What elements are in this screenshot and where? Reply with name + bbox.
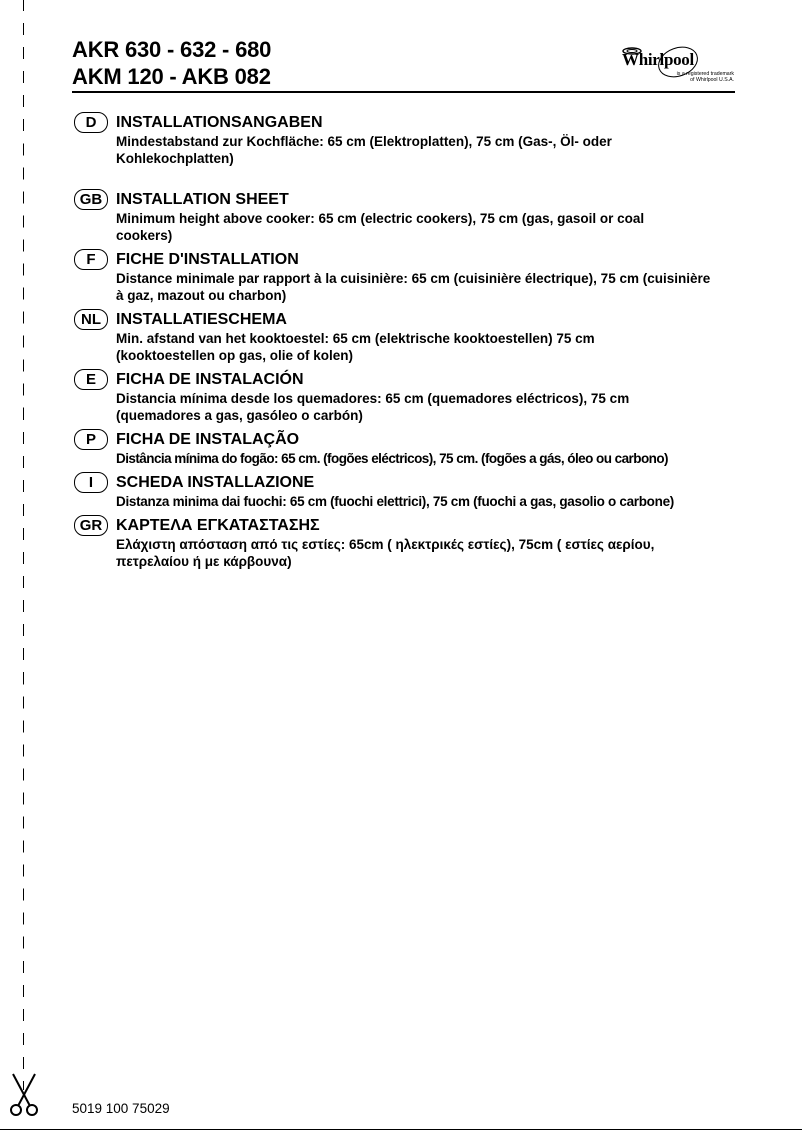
section-nl xyxy=(74,309,744,364)
section-text: Distance minimale par rapport à la cuisinière: 65 cm (cuisinière électrique), 75 cm (cuisinière à gaz, mazout ou charbon) xyxy=(116,271,711,303)
section-text: Ελάχιστη απόσταση από τις εστίες: 65cm ( ηλεκτρικές εστίες), 75cm ( εστίες αερίου, πετρελαίου ή με κάρβουνα) xyxy=(116,537,655,569)
language-badge: GB xyxy=(74,189,108,210)
section-d xyxy=(74,112,744,167)
section-i xyxy=(74,472,744,510)
scissors-icon xyxy=(8,1072,40,1118)
section-text: Minimum height above cooker: 65 cm (electric cookers), 75 cm (gas, gasoil or coal cookers) xyxy=(116,211,645,243)
language-badge: D xyxy=(74,112,108,133)
whirlpool-logo xyxy=(616,40,736,90)
language-badge: F xyxy=(74,249,108,270)
title-line-1: AKR 630 - 632 - 680 xyxy=(72,37,272,62)
section-gr xyxy=(74,515,744,570)
section-text: Distancia mínima desde los quemadores: 65 cm (quemadores eléctricos), 75 cm (quemadores a gas, gasóleo o carbón) xyxy=(116,391,630,423)
logo-trademark-note xyxy=(668,71,734,83)
section-title: FICHE D'INSTALLATION xyxy=(116,251,299,268)
section-p xyxy=(74,429,744,467)
section-title: FICHA DE INSTALACIÓN xyxy=(116,371,304,388)
language-badge: I xyxy=(74,472,108,493)
bottom-rule xyxy=(0,1129,802,1130)
trademark-line-2: of Whirlpool U.S.A. xyxy=(690,77,734,83)
section-text: Distância mínima do fogão: 65 cm. (fogões eléctricos), 75 cm. (fogões a gás, óleo ou carbono) xyxy=(116,451,668,466)
language-badge: P xyxy=(74,429,108,450)
section-text: Mindestabstand zur Kochfläche: 65 cm (Elektroplatten), 75 cm (Gas-, Öl- oder Kohlekochplatten) xyxy=(116,134,612,166)
language-sections xyxy=(74,112,744,570)
language-badge: E xyxy=(74,369,108,390)
language-badge: NL xyxy=(74,309,108,330)
trademark-line-1: is a registered trademark xyxy=(676,71,734,77)
header-rule xyxy=(72,91,735,93)
section-f xyxy=(74,249,744,304)
section-title: INSTALLATION SHEET xyxy=(116,191,289,208)
section-gb xyxy=(74,189,744,244)
logo-wordmark: Whirlpool xyxy=(622,50,694,69)
section-title: INSTALLATIONSANGABEN xyxy=(116,114,323,131)
section-e xyxy=(74,369,744,424)
section-title: FICHA DE INSTALAÇÃO xyxy=(116,431,300,448)
section-text: Min. afstand van het kooktoestel: 65 cm (elektrische kooktoestellen) 75 cm (kooktoestellen op gas, olie of kolen) xyxy=(116,331,595,363)
section-text: Distanza minima dai fuochi: 65 cm (fuochi elettrici), 75 cm (fuochi a gas, gasolio o carbone) xyxy=(116,494,674,509)
section-title: ΚΑΡΤΕΛΑ ΕΓΚΑΤΑΣΤΑΣΗΣ xyxy=(116,517,320,534)
page-title xyxy=(72,36,271,90)
section-title: INSTALLATIESCHEMA xyxy=(116,311,287,328)
cut-line xyxy=(23,0,24,1090)
part-number: 5019 100 75029 xyxy=(72,1101,170,1116)
section-title: SCHEDA INSTALLAZIONE xyxy=(116,474,315,491)
language-badge: GR xyxy=(74,515,108,536)
title-line-2: AKM 120 - AKB 082 xyxy=(72,64,271,89)
